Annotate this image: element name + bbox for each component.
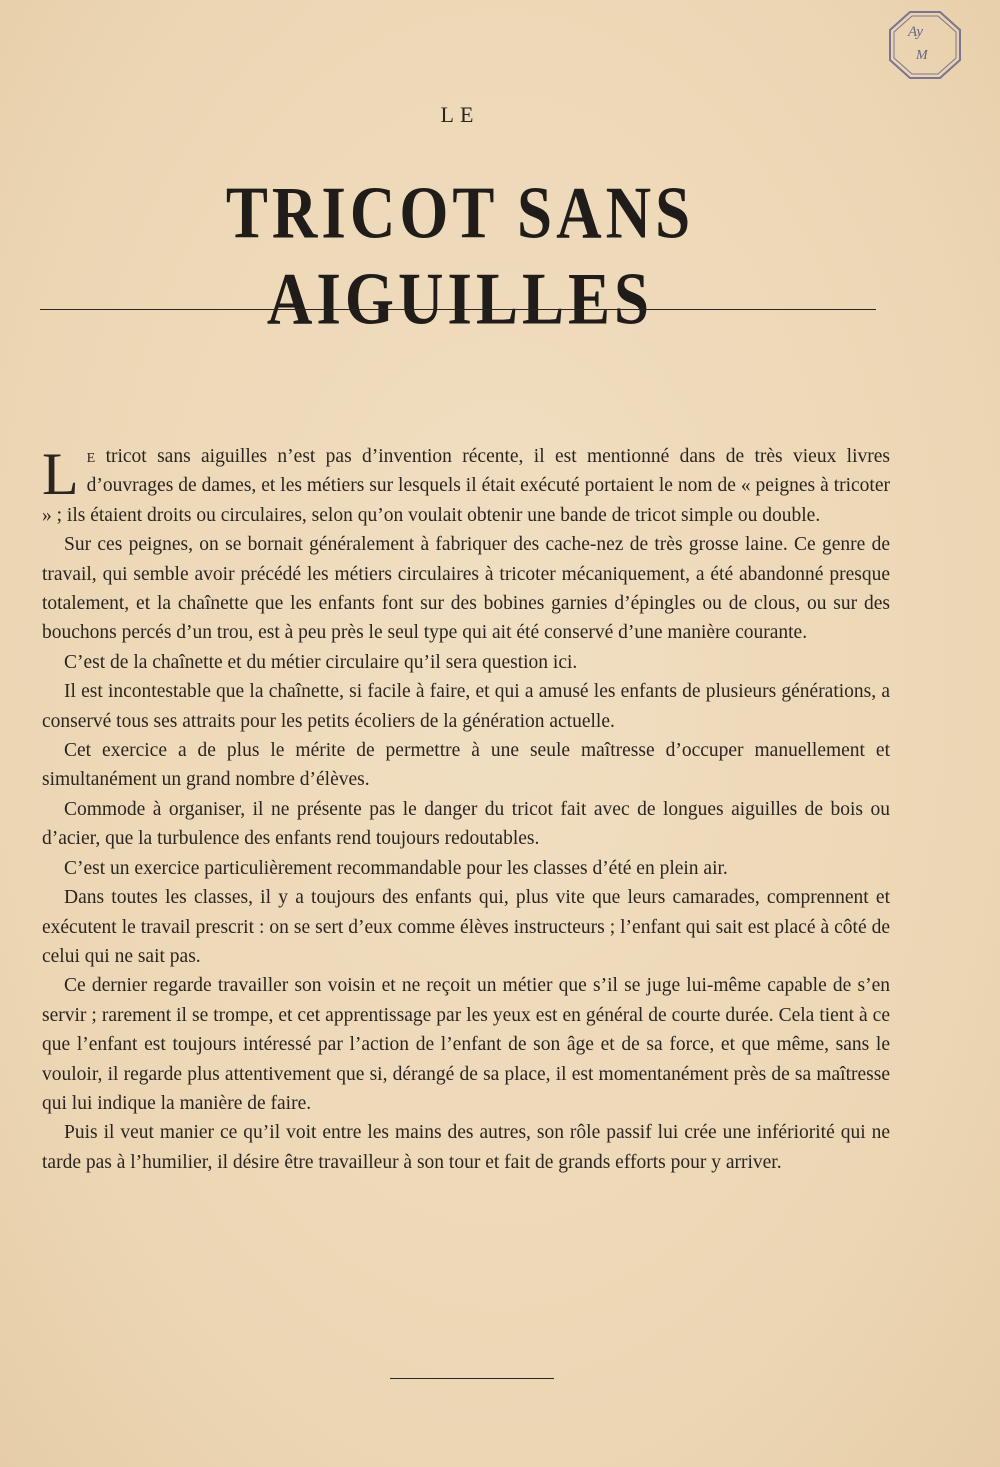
- stamp-text-bottom: M: [916, 48, 928, 63]
- paragraph: Puis il veut manier ce qu’il voit entre les mains des autres, son rôle passif lui crée une infériorité qui ne tarde pas à l’humilier, il désire être travailleur à son tour et fait de grands efforts pour y arriver.: [42, 1122, 890, 1173]
- stamp-octagon-icon: [888, 10, 962, 80]
- library-stamp: [888, 10, 962, 80]
- pre-title: LE: [440, 102, 480, 127]
- paragraph: C’est de la chaînette et du métier circulaire qu’il sera question ici.: [64, 651, 578, 673]
- paragraph: Cet exercice a de plus le mérite de permettre à une seule maîtresse d’occuper manuellement et simultanément un grand nombre d’élèves.: [42, 740, 890, 791]
- end-divider: [390, 1378, 554, 1379]
- paragraph: Il est incontestable que la chaînette, si facile à faire, et qui a amusé les enfants de plusieurs générations, a conservé tous ses attraits pour les petits écoliers de la génération actuelle.: [42, 681, 890, 732]
- paragraph: C’est un exercice particulièrement recommandable pour les classes d’été en plein air.: [64, 857, 728, 879]
- paragraph: Commode à organiser, il ne présente pas le danger du tricot fait avec de longues aiguilles de bois ou d’acier, que la turbulence des enfants rend toujours redoutables.: [42, 798, 890, 850]
- drop-cap: L: [42, 441, 79, 507]
- body-text: [42, 442, 890, 1177]
- first-word: e: [86, 446, 96, 467]
- paragraph: [42, 442, 890, 530]
- page-title: TRICOT SANS AIGUILLES: [225, 171, 695, 340]
- paragraph: Dans toutes les classes, il y a toujours des enfants qui, plus vite que leurs camarades, comprennent et exécutent le travail prescrit : on se sert d’eux comme élèves instructeurs ; l’enfant qui sait est placé à côté de celui qui ne sait pas.: [42, 887, 890, 967]
- paragraph-text: tricot sans aiguilles n’est pas d’invention récente, il est mentionné dans de très vieux livres d’ouvrages de dames, et les métiers sur lesquels il était exécuté portaient le nom de « peignes à tricoter » ; ils étaient droits ou circulaires, selon qu’on voulait obtenir une bande de tricot simple ou double.: [42, 446, 890, 526]
- title-divider: [40, 309, 876, 310]
- paragraph: Sur ces peignes, on se bornait généralement à fabriquer des cache-nez de très grosse laine. Ce genre de travail, qui semble avoir précédé les métiers circulaires à tricoter mécaniquement, a été abandonné presque totalement, et la chaînette que les enfants font sur des bobines garnies d’épingles ou de clous, ou sur des bouchons percés d’un trou, est à peu près le seul type qui ait été conservé d’une manière courante.: [42, 534, 890, 644]
- stamp-text-top: Ay: [908, 24, 923, 40]
- paragraph: Ce dernier regarde travailler son voisin et ne reçoit un métier que s’il se juge lui-même capable de s’en servir ; rarement il se trompe, et cet apprentissage par les yeux est en général de courte durée. Cela tient à ce que l’enfant est toujours intéressé par l’action de l’enfant de son âge et de sa force, et que même, sans le vouloir, il regarde plus attentivement que si, dérangé de sa place, il est momentanément près de sa maîtresse qui lui indique la manière de faire.: [42, 975, 890, 1114]
